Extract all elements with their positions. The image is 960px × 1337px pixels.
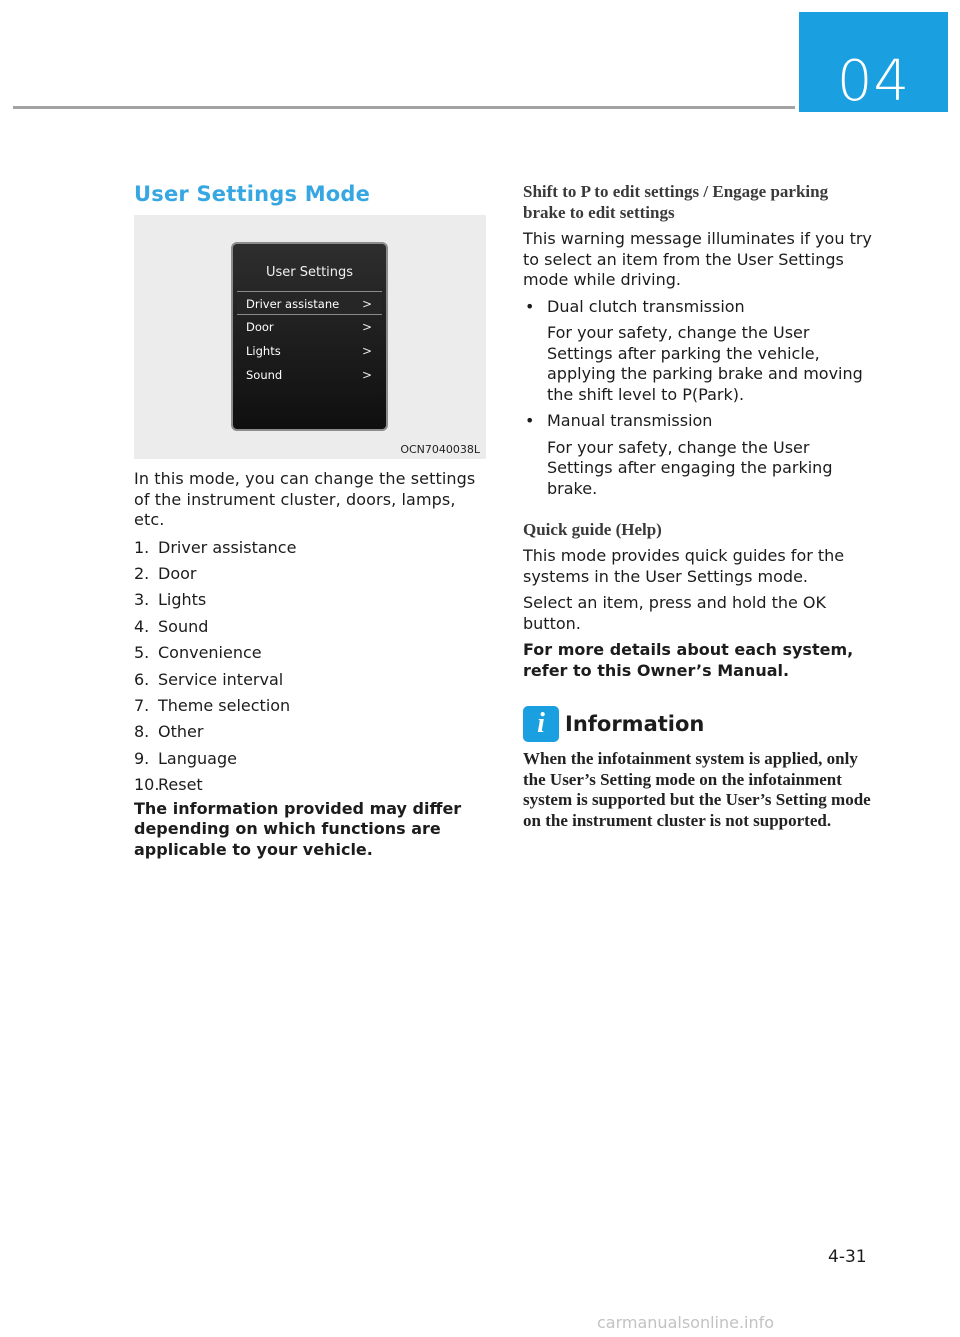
select-item-paragraph: Select an item, press and hold the OK button. [523, 593, 827, 633]
list-text: Language [158, 748, 237, 768]
vehicle-note: The information provided may differ depending on which functions are applicable to your vehicle. [134, 798, 462, 859]
screen-title: User Settings [265, 265, 354, 280]
bullet-icon: • [525, 411, 535, 430]
list-text: Door [158, 563, 197, 583]
screen-menu-label: Driver assistane [246, 297, 340, 311]
bullet-icon: • [525, 296, 535, 316]
cluster-figure [134, 215, 486, 459]
list-item [134, 535, 486, 561]
list-item [134, 667, 486, 693]
bullet-description: For your safety, change the User Settings after engaging the parking brake. [547, 437, 833, 498]
screen-menu-label: Sound [246, 368, 283, 382]
list-number: 4. [134, 616, 150, 636]
list-number: 6. [134, 669, 150, 689]
list-number: 10. [134, 775, 160, 795]
chevron-right-icon: > [361, 368, 372, 382]
quick-guide-heading: Quick guide (Help) [523, 520, 662, 539]
list-item [134, 693, 486, 719]
bullet-title: Dual clutch transmission [547, 296, 745, 316]
list-text: Theme selection [158, 695, 291, 715]
settings-list [134, 535, 486, 799]
list-number: 9. [134, 748, 150, 768]
screen-menu-label: Door [246, 320, 274, 334]
list-number: 2. [134, 563, 150, 583]
list-text: Convenience [158, 643, 262, 663]
list-text: Lights [158, 590, 207, 610]
bullet-item [523, 411, 873, 432]
list-number: 7. [134, 695, 150, 715]
list-item [134, 561, 486, 587]
list-item [134, 746, 486, 772]
information-title: Information [565, 712, 705, 736]
chevron-right-icon: > [361, 297, 372, 311]
list-item [134, 587, 486, 613]
list-number: 1. [134, 537, 150, 557]
right-column [523, 181, 873, 831]
list-item [134, 640, 486, 666]
page-number: 4-31 [828, 1247, 867, 1267]
list-item [134, 614, 486, 640]
list-text: Reset [158, 775, 203, 795]
list-number: 5. [134, 643, 150, 663]
list-text: Service interval [158, 669, 284, 689]
info-icon: i [523, 706, 559, 742]
manual-reference: For more details about each system, refer to this Owner’s Manual. [523, 640, 854, 680]
list-number: 8. [134, 722, 150, 742]
bullet-item [523, 297, 873, 318]
list-item [134, 719, 486, 745]
shift-warning-heading: Shift to P to edit settings / Engage parking brake to edit settings [523, 182, 829, 222]
figure-code: OCN7040038L [400, 443, 480, 456]
chapter-tab [799, 12, 948, 112]
cluster-screen [231, 242, 388, 431]
section-title: User Settings Mode [134, 182, 371, 206]
header-rule [13, 106, 795, 109]
watermark: carmanualsonline.info [597, 1313, 775, 1332]
bullet-title: Manual transmission [547, 411, 713, 430]
list-item [134, 772, 486, 798]
intro-paragraph: In this mode, you can change the settings of the instrument cluster, doors, lamps, etc. [134, 469, 476, 529]
bullet-description: For your safety, change the User Settings after parking the vehicle, applying the parking brake and moving the shift level to P(Park). [547, 323, 863, 404]
screen-menu-item [237, 291, 382, 315]
screen-menu-item [237, 315, 382, 339]
list-number: 3. [134, 590, 150, 610]
list-text: Other [158, 722, 204, 742]
list-text: Sound [158, 616, 209, 636]
list-text: Driver assistance [158, 537, 297, 557]
information-header [523, 706, 873, 742]
chapter-number: 04 [836, 49, 911, 114]
left-column [134, 180, 486, 860]
chevron-right-icon: > [361, 344, 372, 358]
shift-warning-paragraph: This warning message illuminates if you try to select an item from the User Settings mode while driving. [523, 229, 872, 289]
chevron-right-icon: > [361, 320, 372, 334]
screen-menu [237, 291, 382, 387]
quick-guide-paragraph: This mode provides quick guides for the systems in the User Settings mode. [523, 546, 845, 586]
information-text: When the infotainment system is applied, only the User’s Setting mode on the infotainment system is supported but the User’s Setting mode on the instrument cluster is not supported. [523, 749, 871, 830]
screen-menu-item [237, 363, 382, 387]
screen-menu-label: Lights [246, 344, 281, 358]
screen-menu-item [237, 339, 382, 363]
